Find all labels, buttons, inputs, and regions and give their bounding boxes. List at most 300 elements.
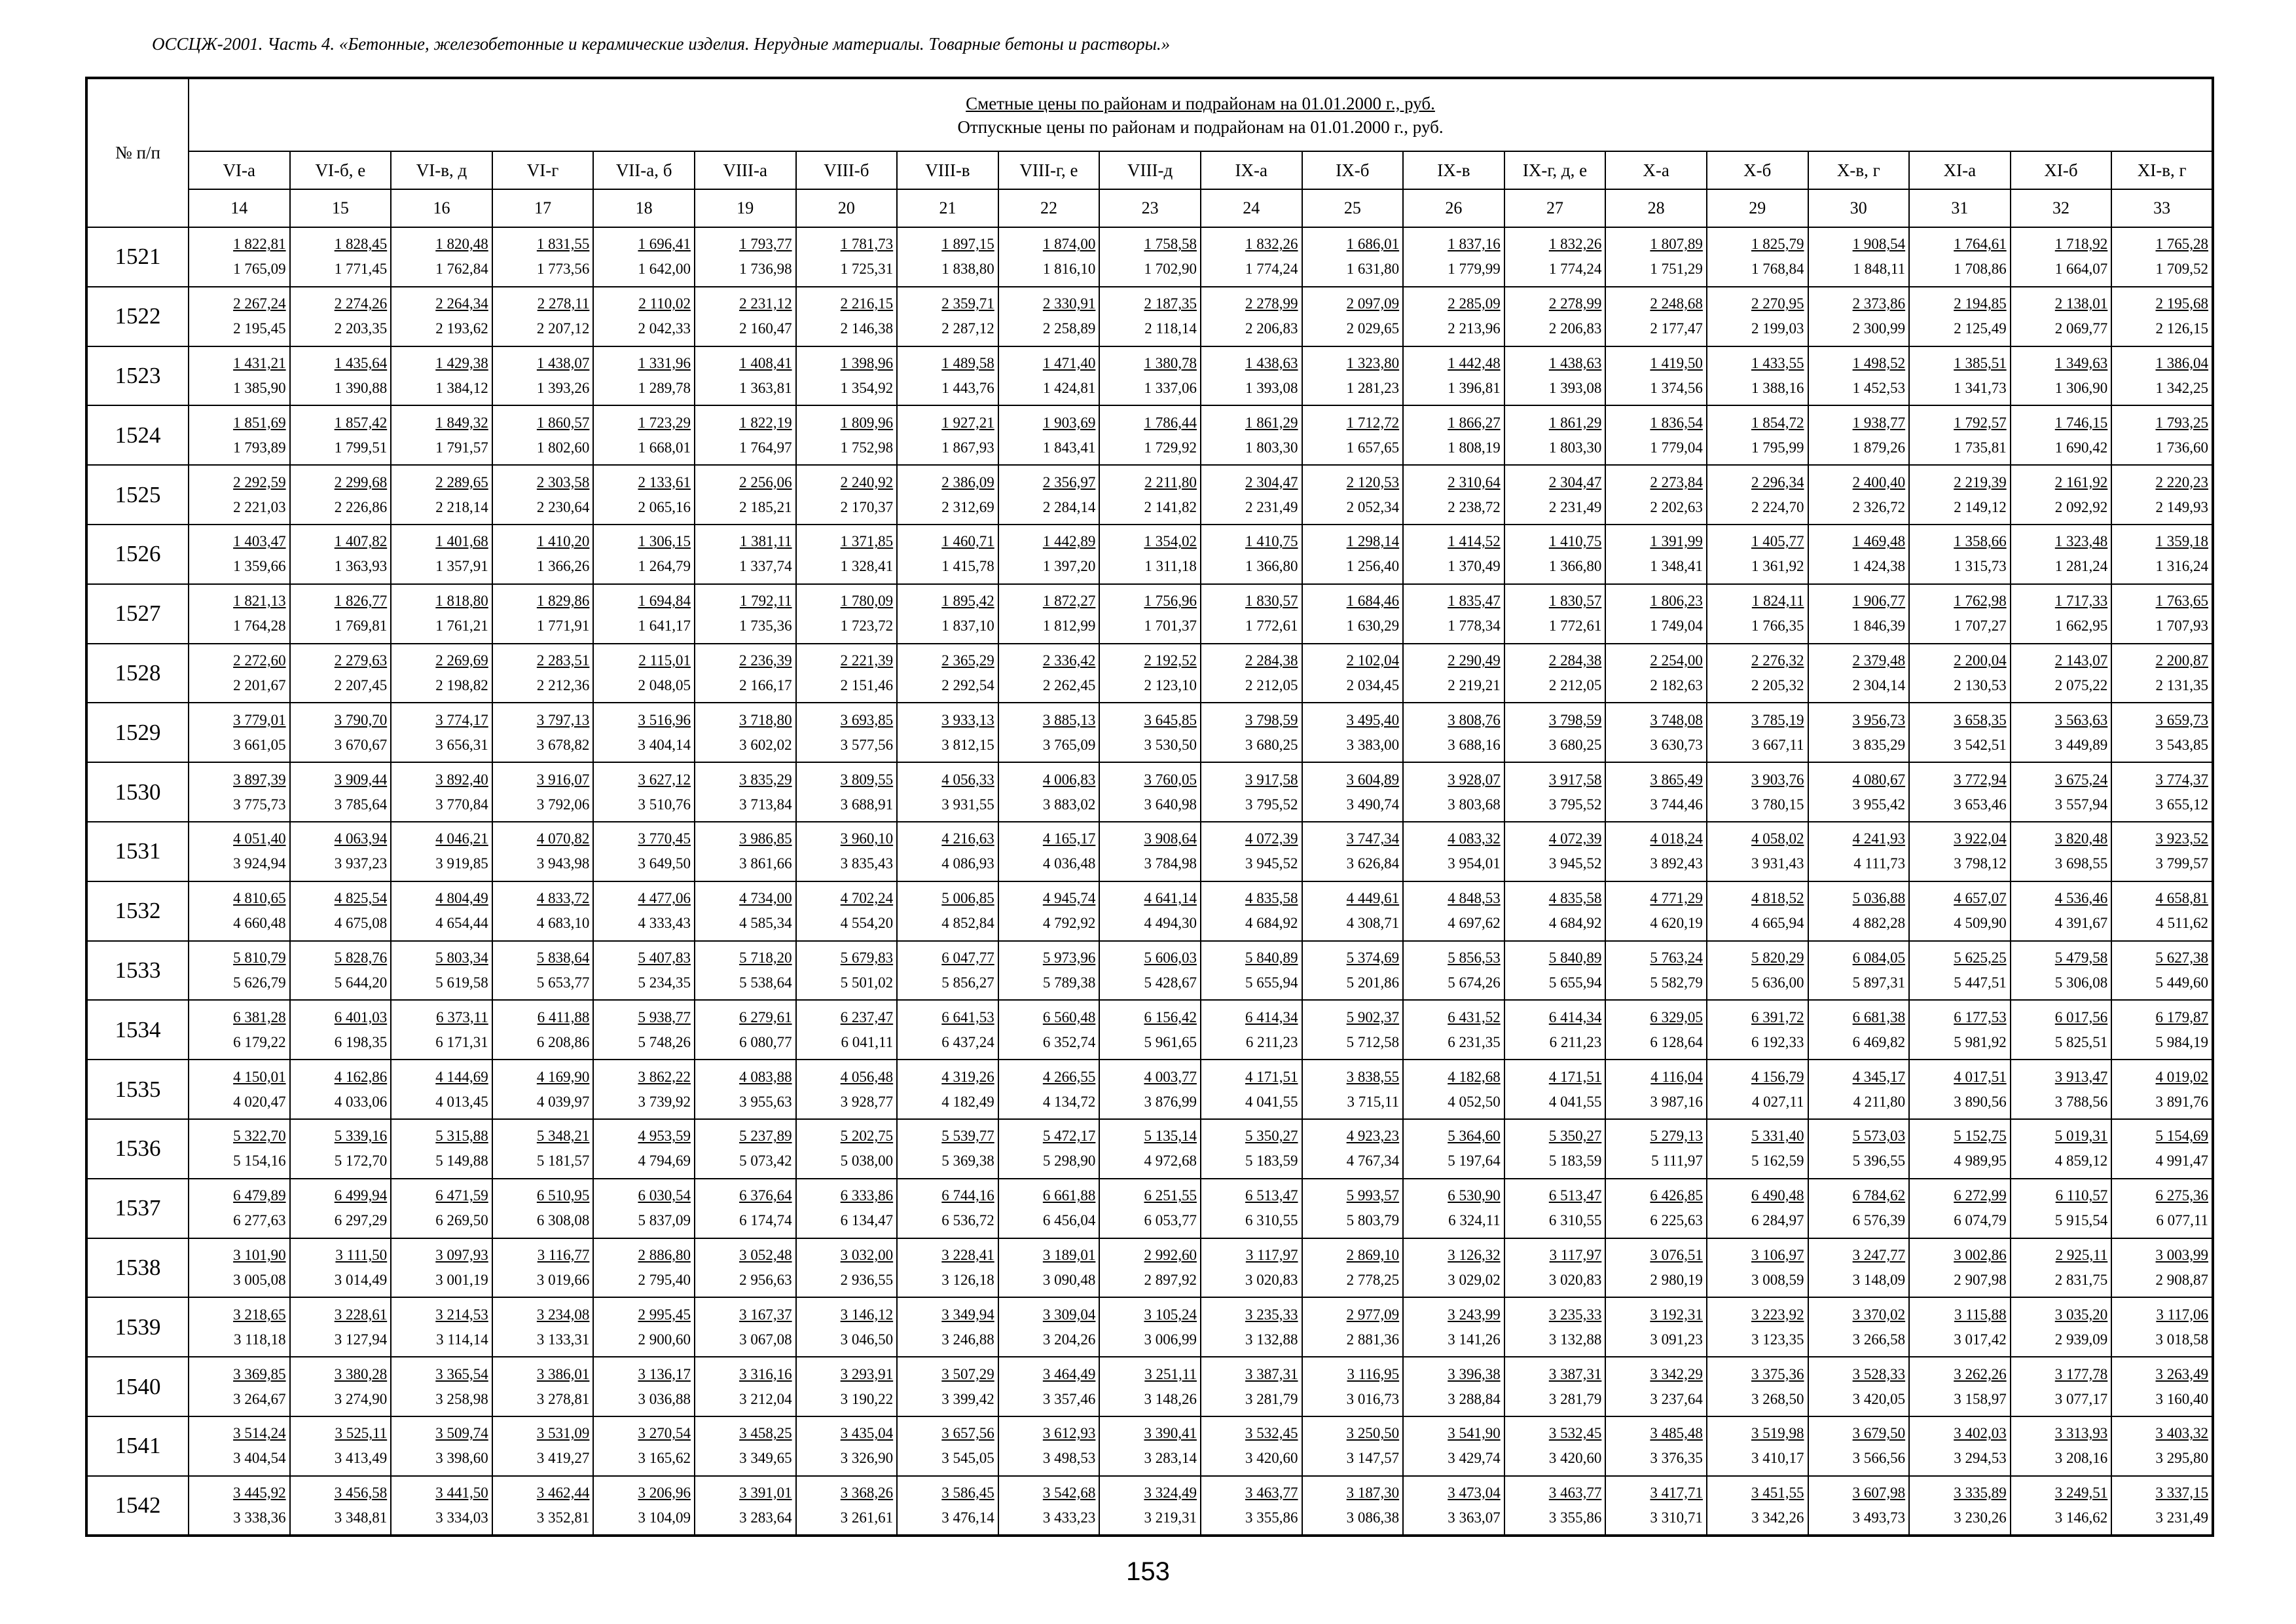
price-cell <box>1808 1297 1910 1357</box>
table-row <box>86 405 2213 465</box>
region-header: VIII-д <box>1099 151 1201 189</box>
release-price: 1 771,91 <box>536 618 590 635</box>
estimate-price: 6 411,88 <box>537 1008 590 1025</box>
price-cell <box>2011 1357 2112 1416</box>
release-price: 3 160,40 <box>2155 1390 2209 1407</box>
price-cell <box>1605 227 1707 287</box>
price-cell <box>1403 1297 1504 1357</box>
price-cell <box>1302 1297 1404 1357</box>
release-price: 5 447,51 <box>1954 974 2007 991</box>
price-cell <box>2111 1060 2213 1119</box>
price-cell <box>2011 1119 2112 1179</box>
price-cell <box>1201 405 1302 465</box>
price-cell <box>695 1060 796 1119</box>
price-cell <box>1099 584 1201 644</box>
release-price: 1 761,21 <box>435 618 488 635</box>
estimate-price: 5 364,60 <box>1448 1128 1501 1145</box>
release-price: 4 511,62 <box>2156 915 2209 932</box>
price-cell <box>1504 881 1606 941</box>
estimate-price: 3 391,01 <box>739 1484 792 1501</box>
release-price: 5 655,94 <box>1548 974 1602 991</box>
estimate-price: 2 270,95 <box>1751 295 1804 312</box>
estimate-price: 1 386,04 <box>2155 354 2209 371</box>
release-price: 4 620,19 <box>1650 915 1703 932</box>
price-cell <box>1099 822 1201 881</box>
estimate-price: 3 679,50 <box>1852 1425 1906 1442</box>
table-row <box>86 941 2213 1001</box>
table-row <box>86 1357 2213 1416</box>
price-cell <box>695 644 796 703</box>
release-price: 2 224,70 <box>1751 498 1804 515</box>
price-cell <box>1808 644 1910 703</box>
estimate-price: 3 908,64 <box>1144 830 1197 847</box>
release-price: 3 246,88 <box>941 1331 994 1348</box>
estimate-price: 5 135,14 <box>1144 1128 1197 1145</box>
price-cell <box>1201 584 1302 644</box>
estimate-price: 3 101,90 <box>233 1246 286 1263</box>
estimate-price: 3 986,85 <box>739 830 792 847</box>
estimate-price: 6 391,72 <box>1751 1008 1804 1025</box>
price-cell <box>1605 644 1707 703</box>
estimate-price: 3 458,25 <box>739 1425 792 1442</box>
price-cell <box>290 584 392 644</box>
price-cell <box>1302 1000 1404 1060</box>
estimate-price: 3 645,85 <box>1144 711 1197 728</box>
price-cell <box>492 822 594 881</box>
column-number: 18 <box>593 189 695 227</box>
estimate-price: 1 469,48 <box>1852 533 1906 550</box>
price-cell <box>998 941 1100 1001</box>
release-price: 3 542,51 <box>1954 736 2007 753</box>
estimate-price: 4 150,01 <box>233 1068 286 1085</box>
release-price: 2 151,46 <box>840 676 894 693</box>
release-price: 3 132,88 <box>1245 1331 1298 1348</box>
estimate-price: 3 542,68 <box>1042 1484 1096 1501</box>
estimate-price: 2 272,60 <box>233 652 286 669</box>
estimate-price: 3 798,59 <box>1548 711 1602 728</box>
release-price: 3 630,73 <box>1650 736 1703 753</box>
estimate-price: 2 248,68 <box>1650 295 1703 312</box>
row-number: 1533 <box>86 941 189 1001</box>
release-price: 1 771,45 <box>334 261 388 278</box>
estimate-price: 3 117,97 <box>1245 1246 1298 1263</box>
estimate-price: 3 862,22 <box>638 1068 691 1085</box>
price-cell <box>2011 1416 2112 1476</box>
estimate-price: 4 017,51 <box>1954 1068 2007 1085</box>
estimate-price: 4 266,55 <box>1042 1068 1096 1085</box>
price-cell <box>998 644 1100 703</box>
price-cell <box>1504 1476 1606 1536</box>
price-table <box>85 77 2214 1537</box>
estimate-price: 3 263,49 <box>2155 1365 2209 1382</box>
release-price: 1 766,35 <box>1751 618 1804 635</box>
release-price: 6 297,29 <box>334 1212 388 1229</box>
price-cell <box>593 287 695 346</box>
estimate-price: 5 315,88 <box>435 1128 488 1145</box>
price-cell <box>1099 525 1201 584</box>
release-price: 6 053,77 <box>1144 1212 1197 1229</box>
release-price: 3 146,62 <box>2054 1509 2108 1526</box>
price-cell <box>492 1357 594 1416</box>
release-price: 3 795,52 <box>1245 796 1298 813</box>
release-price: 3 510,76 <box>638 796 691 813</box>
estimate-price: 4 241,93 <box>1852 830 1906 847</box>
release-price: 3 770,84 <box>435 796 488 813</box>
release-price: 6 174,74 <box>739 1212 792 1229</box>
estimate-price: 4 818,52 <box>1751 890 1804 907</box>
estimate-price: 4 019,02 <box>2155 1068 2209 1085</box>
release-price: 5 655,94 <box>1245 974 1298 991</box>
price-cell <box>1707 1119 1808 1179</box>
estimate-price: 2 303,58 <box>536 473 590 490</box>
price-cell <box>1201 1000 1302 1060</box>
row-number: 1536 <box>86 1119 189 1179</box>
price-cell <box>2111 1416 2213 1476</box>
release-price: 3 086,38 <box>1346 1509 1400 1526</box>
release-price: 3 680,25 <box>1245 736 1298 753</box>
release-price: 1 723,72 <box>840 618 894 635</box>
estimate-price: 1 809,96 <box>840 414 894 431</box>
price-cell <box>492 1476 594 1536</box>
release-price: 3 429,74 <box>1448 1450 1501 1467</box>
release-price: 1 802,60 <box>536 439 590 456</box>
estimate-price: 3 375,36 <box>1751 1365 1804 1382</box>
estimate-price: 5 006,85 <box>941 890 994 907</box>
price-cell <box>1909 1000 2011 1060</box>
estimate-price: 6 414,34 <box>1548 1008 1602 1025</box>
estimate-price: 1 403,47 <box>233 533 286 550</box>
estimate-price: 6 237,47 <box>840 1008 894 1025</box>
price-cell <box>1099 465 1201 525</box>
price-cell <box>1403 1416 1504 1476</box>
price-cell <box>1808 346 1910 406</box>
release-price: 5 582,79 <box>1650 974 1703 991</box>
price-cell <box>796 1476 898 1536</box>
estimate-price: 3 177,78 <box>2054 1365 2108 1382</box>
estimate-price: 3 235,33 <box>1548 1306 1602 1323</box>
price-cell <box>1099 1238 1201 1298</box>
price-cell <box>897 1179 998 1238</box>
price-cell <box>2111 287 2213 346</box>
release-price: 3 476,14 <box>941 1509 994 1526</box>
estimate-price: 2 120,53 <box>1346 473 1400 490</box>
release-price: 3 355,86 <box>1245 1509 1298 1526</box>
estimate-price: 4 182,68 <box>1448 1068 1501 1085</box>
price-cell <box>796 1297 898 1357</box>
price-cell <box>391 1060 492 1119</box>
region-header-row <box>86 151 2213 189</box>
release-price: 6 074,79 <box>1954 1212 2007 1229</box>
price-cell <box>1403 405 1504 465</box>
estimate-price: 4 945,74 <box>1042 890 1096 907</box>
price-cell <box>391 1000 492 1060</box>
region-header: X-в, г <box>1808 151 1910 189</box>
release-price: 6 208,86 <box>536 1033 590 1050</box>
release-price: 1 366,80 <box>1548 558 1602 575</box>
estimate-price: 1 851,69 <box>233 414 286 431</box>
estimate-price: 3 464,49 <box>1042 1365 1096 1382</box>
row-number: 1535 <box>86 1060 189 1119</box>
estimate-price: 3 525,11 <box>335 1425 388 1442</box>
estimate-price: 2 264,34 <box>435 295 488 312</box>
release-price: 1 772,61 <box>1548 618 1602 635</box>
estimate-price: 3 809,55 <box>840 771 894 788</box>
release-price: 1 393,26 <box>536 379 590 396</box>
price-cell <box>391 822 492 881</box>
price-cell <box>897 525 998 584</box>
release-price: 1 289,78 <box>638 379 691 396</box>
estimate-price: 1 410,20 <box>536 533 590 550</box>
price-cell <box>897 941 998 1001</box>
price-cell <box>189 881 290 941</box>
release-price: 2 231,49 <box>1245 498 1298 515</box>
estimate-price: 1 861,29 <box>1245 414 1298 431</box>
release-price: 3 019,66 <box>536 1271 590 1288</box>
release-price: 3 014,49 <box>334 1271 388 1288</box>
price-cell <box>1302 287 1404 346</box>
estimate-price: 3 116,95 <box>1347 1365 1400 1382</box>
price-cell <box>2011 1238 2112 1298</box>
release-price: 3 006,99 <box>1144 1331 1197 1348</box>
price-cell <box>897 346 998 406</box>
estimate-price: 6 179,87 <box>2155 1008 2209 1025</box>
estimate-price: 3 228,41 <box>941 1246 994 1263</box>
estimate-price: 3 693,85 <box>840 711 894 728</box>
price-cell <box>290 1060 392 1119</box>
price-cell <box>2111 703 2213 762</box>
price-cell <box>1403 465 1504 525</box>
release-price: 3 363,07 <box>1448 1509 1501 1526</box>
estimate-price: 3 495,40 <box>1346 711 1400 728</box>
price-cell <box>2011 227 2112 287</box>
estimate-price: 3 441,50 <box>435 1484 488 1501</box>
estimate-price: 1 323,80 <box>1346 354 1400 371</box>
column-number: 20 <box>796 189 898 227</box>
column-number: 30 <box>1808 189 1910 227</box>
estimate-price: 3 916,07 <box>536 771 590 788</box>
release-price: 2 939,09 <box>2054 1331 2108 1348</box>
release-price: 3 420,05 <box>1852 1390 1906 1407</box>
estimate-price: 4 072,39 <box>1548 830 1602 847</box>
release-price: 5 201,86 <box>1346 974 1400 991</box>
estimate-price: 4 063,94 <box>334 830 388 847</box>
estimate-price: 1 489,58 <box>941 354 994 371</box>
estimate-price: 4 953,59 <box>638 1128 691 1145</box>
release-price: 1 385,90 <box>233 379 286 396</box>
price-cell <box>1302 525 1404 584</box>
price-cell <box>1605 1238 1707 1298</box>
estimate-price: 3 675,24 <box>2054 771 2108 788</box>
release-price: 3 348,81 <box>334 1509 388 1526</box>
release-price: 1 264,79 <box>638 558 691 575</box>
table-row <box>86 1416 2213 1476</box>
estimate-price: 2 386,09 <box>941 473 994 490</box>
estimate-price: 1 828,45 <box>334 236 388 253</box>
price-cell <box>998 822 1100 881</box>
release-price: 1 256,40 <box>1346 558 1400 575</box>
price-cell <box>2111 405 2213 465</box>
release-price: 5 073,42 <box>739 1153 792 1170</box>
estimate-price: 2 240,92 <box>840 473 894 490</box>
estimate-price: 5 539,77 <box>941 1128 994 1145</box>
region-header: IX-г, д, е <box>1504 151 1606 189</box>
release-price: 1 662,95 <box>2054 618 2108 635</box>
release-price: 6 179,22 <box>233 1033 286 1050</box>
region-header: IX-в <box>1403 151 1504 189</box>
price-cell <box>1808 881 1910 941</box>
estimate-price: 1 358,66 <box>1954 533 2007 550</box>
price-cell <box>796 227 898 287</box>
price-cell <box>1504 584 1606 644</box>
release-price: 1 328,41 <box>840 558 894 575</box>
estimate-price: 5 479,58 <box>2054 949 2108 966</box>
price-cell <box>2111 1119 2213 1179</box>
release-price: 3 288,84 <box>1448 1390 1501 1407</box>
release-price: 1 388,16 <box>1751 379 1804 396</box>
release-price: 3 261,61 <box>840 1509 894 1526</box>
price-cell <box>1909 584 2011 644</box>
release-price: 1 879,26 <box>1852 439 1906 456</box>
price-cell <box>796 346 898 406</box>
release-price: 3 349,65 <box>739 1450 792 1467</box>
price-cell <box>2011 1000 2112 1060</box>
release-price: 3 334,03 <box>435 1509 488 1526</box>
release-price: 1 837,10 <box>941 618 994 635</box>
estimate-price: 2 278,11 <box>537 295 590 312</box>
price-cell <box>1504 1357 1606 1416</box>
release-price: 2 262,45 <box>1042 676 1096 693</box>
release-price: 2 201,67 <box>233 676 286 693</box>
estimate-price: 2 200,87 <box>2155 652 2209 669</box>
price-cell <box>2111 644 2213 703</box>
price-cell <box>695 405 796 465</box>
column-number: 32 <box>2011 189 2112 227</box>
release-price: 6 536,72 <box>941 1212 994 1229</box>
column-number: 22 <box>998 189 1100 227</box>
price-cell <box>1909 1119 2011 1179</box>
price-cell <box>796 1119 898 1179</box>
price-cell <box>1707 762 1808 822</box>
estimate-price: 1 323,48 <box>2054 533 2108 550</box>
estimate-price: 1 686,01 <box>1346 236 1400 253</box>
price-cell <box>1504 644 1606 703</box>
price-cell <box>593 762 695 822</box>
estimate-price: 3 718,80 <box>739 711 792 728</box>
price-cell <box>391 1476 492 1536</box>
estimate-price: 1 807,89 <box>1650 236 1703 253</box>
estimate-price: 3 111,50 <box>335 1246 388 1263</box>
estimate-price: 1 380,78 <box>1144 354 1197 371</box>
release-price: 2 141,82 <box>1144 498 1197 515</box>
release-price: 1 341,73 <box>1954 379 2007 396</box>
estimate-price: 4 162,86 <box>334 1068 388 1085</box>
release-price: 3 937,23 <box>334 855 388 872</box>
price-cell <box>1808 1000 1910 1060</box>
price-cell <box>1909 405 2011 465</box>
release-price: 2 287,12 <box>941 320 994 337</box>
release-price: 3 739,92 <box>638 1093 691 1110</box>
estimate-price: 5 407,83 <box>638 949 691 966</box>
release-price: 1 709,52 <box>2155 261 2209 278</box>
row-number: 1522 <box>86 287 189 346</box>
estimate-price: 3 349,94 <box>941 1306 994 1323</box>
price-cell <box>695 762 796 822</box>
estimate-price: 3 770,45 <box>638 830 691 847</box>
release-price: 5 197,64 <box>1448 1153 1501 1170</box>
region-header: XI-б <box>2011 151 2112 189</box>
release-price: 1 281,24 <box>2054 558 2108 575</box>
release-price: 3 127,94 <box>334 1331 388 1348</box>
release-price: 3 342,26 <box>1751 1509 1804 1526</box>
release-price: 5 748,26 <box>638 1033 691 1050</box>
price-cell <box>897 881 998 941</box>
release-price: 2 170,37 <box>840 498 894 515</box>
release-price: 3 924,94 <box>233 855 286 872</box>
release-price: 4 654,44 <box>435 915 488 932</box>
estimate-price: 1 832,26 <box>1245 236 1298 253</box>
estimate-price: 1 712,72 <box>1346 414 1400 431</box>
estimate-price: 3 514,24 <box>233 1425 286 1442</box>
release-price: 5 449,60 <box>2155 974 2209 991</box>
estimate-price: 3 797,13 <box>536 711 590 728</box>
estimate-price: 1 763,65 <box>2155 593 2209 610</box>
estimate-price: 1 349,63 <box>2054 354 2108 371</box>
price-cell <box>998 1179 1100 1238</box>
release-price: 3 016,73 <box>1346 1390 1400 1407</box>
estimate-price: 3 235,33 <box>1245 1306 1298 1323</box>
release-price: 1 342,25 <box>2155 379 2209 396</box>
price-cell <box>189 346 290 406</box>
release-price: 6 284,97 <box>1751 1212 1804 1229</box>
price-cell <box>2111 762 2213 822</box>
price-cell <box>1808 1357 1910 1416</box>
estimate-price: 3 820,48 <box>2054 830 2108 847</box>
estimate-price: 2 097,09 <box>1346 295 1400 312</box>
price-cell <box>1099 703 1201 762</box>
release-price: 3 891,76 <box>2155 1093 2209 1110</box>
estimate-price: 1 431,21 <box>233 354 286 371</box>
price-cell <box>290 703 392 762</box>
estimate-price: 5 763,24 <box>1650 949 1703 966</box>
region-header: IX-а <box>1201 151 1302 189</box>
column-number: 27 <box>1504 189 1606 227</box>
price-cell <box>1808 941 1910 1001</box>
estimate-price: 3 206,96 <box>638 1484 691 1501</box>
estimate-price: 1 793,25 <box>2155 414 2209 431</box>
price-cell <box>1201 465 1302 525</box>
price-cell <box>998 465 1100 525</box>
price-cell <box>1605 1297 1707 1357</box>
release-price: 6 437,24 <box>941 1033 994 1050</box>
estimate-price: 5 279,13 <box>1650 1128 1703 1145</box>
estimate-price: 5 856,53 <box>1448 949 1501 966</box>
table-row <box>86 1000 2213 1060</box>
price-cell <box>189 227 290 287</box>
release-price: 1 366,26 <box>536 558 590 575</box>
column-number: 16 <box>391 189 492 227</box>
release-price: 3 133,31 <box>536 1331 590 1348</box>
estimate-price: 1 359,18 <box>2155 533 2209 550</box>
release-price: 4 665,94 <box>1751 915 1804 932</box>
column-number: 23 <box>1099 189 1201 227</box>
price-cell <box>593 1060 695 1119</box>
price-cell <box>1909 762 2011 822</box>
release-price: 3 067,08 <box>739 1331 792 1348</box>
release-price: 3 404,54 <box>233 1450 286 1467</box>
estimate-price: 4 165,17 <box>1042 830 1096 847</box>
release-price: 3 283,64 <box>739 1509 792 1526</box>
estimate-price: 2 254,00 <box>1650 652 1703 669</box>
